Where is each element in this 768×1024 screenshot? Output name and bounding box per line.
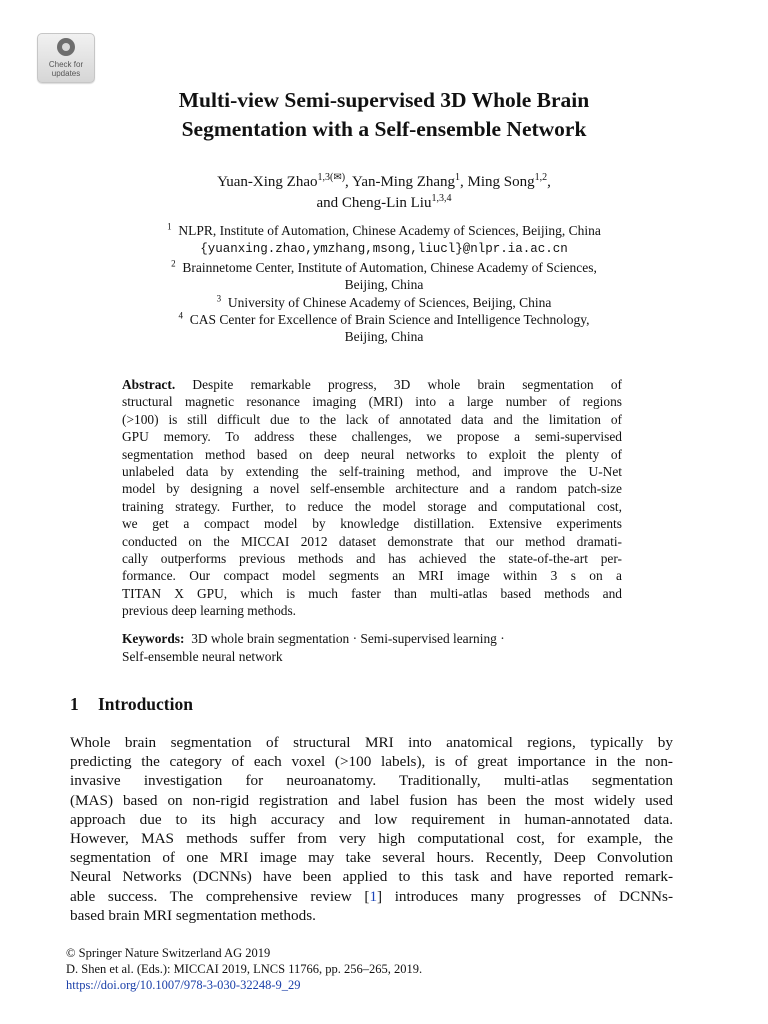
author-name: Yan-Ming Zhang	[351, 174, 456, 190]
author-line-2	[60, 193, 708, 214]
title-line-2: Segmentation with a Self-ensemble Network	[181, 117, 587, 141]
affiliation-list	[100, 222, 668, 346]
check-for-updates-label: Check for updates	[48, 60, 84, 78]
abstract-line: model by designing a novel self-ensemble architecture and a random patch-size	[122, 481, 622, 497]
body-line: (MAS) based on non-rigid registration and label fusion has been the most widely used	[70, 791, 673, 809]
author-list	[60, 172, 708, 214]
body-line: approach due to its high accuracy and low requirement in human-annotated data.	[70, 810, 673, 828]
keywords-label: Keywords:	[122, 631, 185, 646]
abstract-line: formance. Our compact model segments an MRI image within 3 s on a	[122, 568, 622, 584]
author-affiliation-marker: 1,3(✉)	[317, 172, 346, 183]
author-name: Yuan-Xing Zhao	[217, 174, 318, 190]
author-affiliation-marker: 1,3,4	[431, 193, 452, 204]
section-title: Introduction	[98, 694, 193, 714]
copyright-notice: © Springer Nature Switzerland AG 2019	[66, 946, 271, 960]
affiliation-4: $^4$ CAS Center for Excellence of Brain Science and Intelligence Technology,	[178, 310, 590, 328]
affiliation-1: $^1$ NLPR, Institute of Automation, Chinese Academy of Sciences, Beijing, China	[167, 221, 601, 238]
keywords	[122, 630, 622, 666]
author-name: and Cheng-Lin Liu	[316, 195, 432, 211]
abstract-label: Abstract.	[122, 377, 176, 392]
abstract-line: (>100) is still difficult due to the lack of annotated data and the limitation of	[122, 411, 622, 427]
check-updates-icon	[57, 38, 75, 56]
abstract-line: conducted on the MICCAI 2012 dataset demonstrate that our method dramati-	[122, 533, 622, 549]
author-line-1: Yuan-Xing Zhao$^{1,3(✉)}$, Yan-Ming Zhang$^1$, Ming Song$^{1,2}$,	[217, 172, 551, 190]
abstract-line: we get a compact model by knowledge distillation. Extensive experiments	[122, 516, 622, 532]
publication-citation: D. Shen et al. (Eds.): MICCAI 2019, LNCS 11766, pp. 256–265, 2019.	[66, 962, 423, 977]
section-number: 1	[70, 694, 79, 714]
body-line: predicting the category of each voxel (>100 labels), is of great importance in the non-	[70, 753, 673, 771]
body-line: based brain MRI segmentation methods.	[70, 906, 316, 924]
abstract-line: cally outperforms previous methods and has achieved the state-of-the-art per-	[122, 551, 622, 567]
citation-link-1[interactable]: 1	[369, 887, 378, 905]
body-line: Neural Networks (DCNNs) have been applied to this task and have reported remark-	[70, 868, 673, 886]
author-name: Ming Song	[467, 174, 535, 190]
keywords-line-2: Self-ensemble neural network	[122, 649, 283, 664]
abstract-line: unlabeled data by extending the self-training method, and improve the U-Net	[122, 464, 622, 480]
body-line: segmentation of one MRI image may take several hours. Recently, Deep Convolution	[70, 849, 673, 867]
abstract-line: previous deep learning methods.	[122, 603, 297, 619]
body-line: invasive investigation for neuroanatomy. Traditionally, multi-atlas segmentation	[70, 772, 673, 790]
abstract-line: TITAN X GPU, which is much faster than multi-atlas based methods and	[122, 585, 622, 601]
doi-link[interactable]: https://doi.org/10.1007/978-3-030-32248-9_29	[66, 978, 301, 993]
page-footer	[66, 945, 422, 994]
abstract-line: GPU memory. To address these challenges, we propose a semi-supervised	[122, 429, 622, 445]
keywords-line-1: Keywords: 3D whole brain segmentation · Semi-supervised learning ·	[122, 631, 505, 646]
abstract-line: structural magnetic resonance imaging (MRI) into a large number of regions	[122, 394, 622, 410]
affiliation-2: $^2$ Brainnetome Center, Institute of Automation, Chinese Academy of Sciences,	[171, 258, 597, 275]
abstract-line: segmentation method based on deep neural networks to exploit the plenty of	[122, 446, 622, 462]
title-line-1: Multi-view Semi-supervised 3D Whole Brain	[178, 88, 590, 112]
body-line: However, MAS methods suffer from very high computational cost, for example, the	[70, 830, 673, 848]
paper-title	[60, 86, 708, 144]
check-for-updates-badge[interactable]	[37, 33, 95, 83]
body-line: able success. The comprehensive review [1] introduces many progresses of DCNNs-	[70, 887, 673, 905]
section-heading	[70, 694, 193, 715]
abstract	[122, 376, 622, 620]
affiliation-4-city: Beijing, China	[344, 329, 424, 345]
affiliation-2-city: Beijing, China	[344, 277, 424, 293]
introduction-paragraph	[70, 733, 673, 925]
abstract-line: Abstract. Despite remarkable progress, 3D whole brain segmentation of	[122, 377, 622, 392]
author-emails[interactable]: {yuanxing.zhao,ymzhang,msong,liucl}@nlpr.ia.ac.cn	[200, 242, 568, 257]
author-affiliation-marker: 1,2	[534, 172, 548, 183]
abstract-line: training strategy. Further, to reduce the model storage and computational cost,	[122, 498, 622, 514]
affiliation-3: $^3$ University of Chinese Academy of Sciences, Beijing, China	[216, 293, 552, 310]
author-affiliation-marker: 1	[455, 172, 461, 183]
body-line: Whole brain segmentation of structural MRI into anatomical regions, typically by	[70, 734, 673, 751]
